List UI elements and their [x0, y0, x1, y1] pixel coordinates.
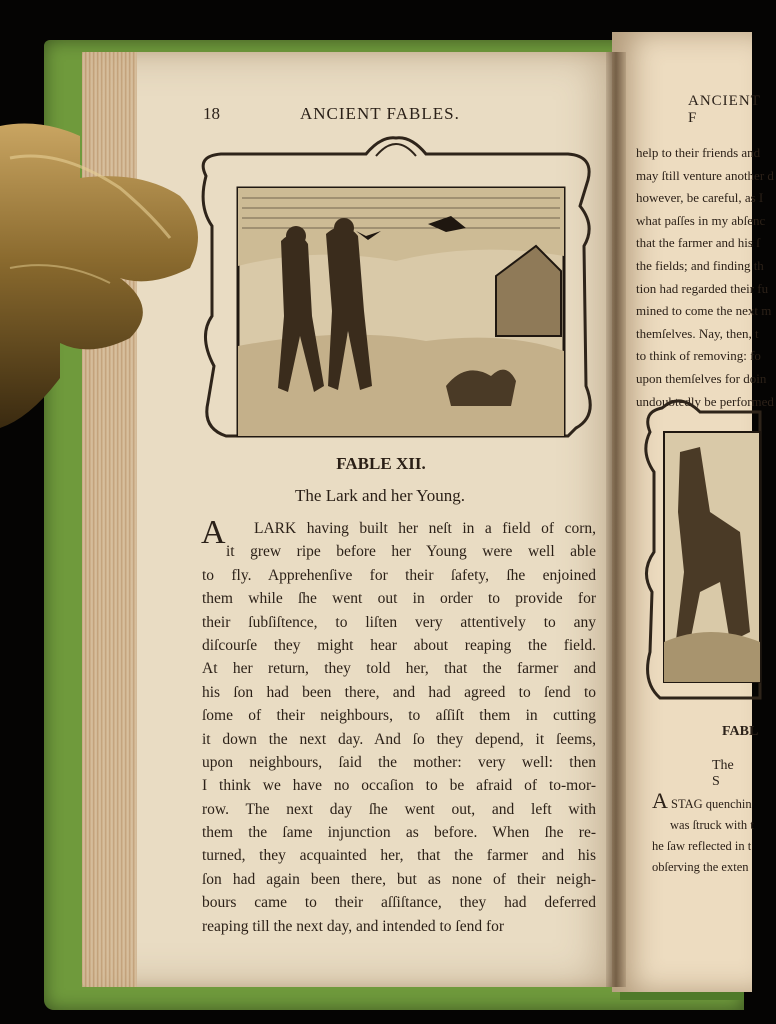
text-line: them the ſame injunction as before. When ſhe re-: [202, 824, 596, 842]
woodcut-illustration: [196, 136, 600, 448]
text-line: ſon had again been there, but as none of their neigh-: [202, 870, 596, 888]
text-line: STAG quenchin: [667, 797, 752, 811]
text-line: it down the next day. And ſo they depend, it ſeems,: [202, 730, 596, 748]
text-line: tion had regarded their fu: [636, 280, 769, 296]
text-line: mined to come the next m: [636, 303, 772, 319]
text-line: the fields; and finding th: [636, 257, 764, 273]
text-line: may ſtill venture another d: [636, 167, 774, 183]
right-fable-text: [652, 790, 772, 878]
text-line: to fly. Apprehenſive for their ſafety, ſhe enjoined: [202, 566, 596, 584]
text-line: to think of removing: fo: [636, 348, 761, 364]
text-line: undoubtedly be performed: [636, 393, 774, 409]
text-line: them while ſhe went out in order to provide for: [202, 590, 596, 608]
text-line: row. The next day ſhe went out, and left with: [202, 800, 596, 818]
text-line: it grew ripe before her Young were well able: [226, 543, 596, 561]
fable-text: [202, 517, 596, 938]
text-line: help to their friends and: [636, 145, 761, 160]
text-line: he ſaw reflected in t: [652, 839, 752, 853]
right-drop-cap: A: [652, 788, 668, 813]
text-line: however, be careful, as I: [636, 190, 764, 206]
text-line: obſerving the exten: [652, 860, 749, 874]
brass-page-clamp: [0, 118, 205, 438]
book-gutter: [606, 52, 626, 987]
text-line: upon themſelves for doin: [636, 370, 767, 386]
page-number: 18: [203, 104, 220, 123]
fable-number: FABLE XII.: [336, 454, 426, 473]
text-line: what paſſes in my abſenc: [636, 212, 766, 228]
text-line: their ſubſiſtence, to liſten very attentively to any: [202, 613, 596, 631]
drop-cap: A: [201, 514, 226, 551]
text-line: his ſon had been there, and had agreed to ſend to: [202, 683, 596, 701]
right-fable-title: The S: [712, 758, 734, 789]
text-line: diſcourſe they might hear about reaping the field.: [202, 636, 596, 654]
text-line: reaping till the next day, and intended to ſend for: [202, 917, 505, 935]
fable-title: The Lark and her Young.: [295, 486, 465, 505]
text-line: was ſtruck with t: [670, 818, 754, 832]
text-line: I think we have no occaſion to be afraid of to-mor-: [202, 777, 596, 795]
right-page-text: [636, 142, 776, 413]
text-line: LARK having built her neſt in a field of corn,: [254, 520, 596, 537]
text-line: that the farmer and his ſ: [636, 235, 760, 251]
text-line: themſelves. Nay, then, t: [636, 325, 759, 341]
text-line: turned, they acquainted her, that the farmer and his: [202, 847, 596, 865]
right-woodcut-illustration: [640, 392, 760, 698]
text-line: bours came to their aſſiſtance, they had deferred: [202, 894, 596, 912]
text-line: upon neighbours, ſaid the mother: very well: then: [202, 753, 596, 771]
running-head: ANCIENT FABLES.: [300, 104, 460, 123]
right-running-head: ANCIENT F: [688, 93, 761, 126]
text-line: At her return, they told her, that the farmer and: [202, 660, 596, 678]
text-line: ſome of their neighbours, to aſſiſt them in cutting: [202, 707, 596, 725]
right-fable-number: FABL: [722, 724, 759, 739]
